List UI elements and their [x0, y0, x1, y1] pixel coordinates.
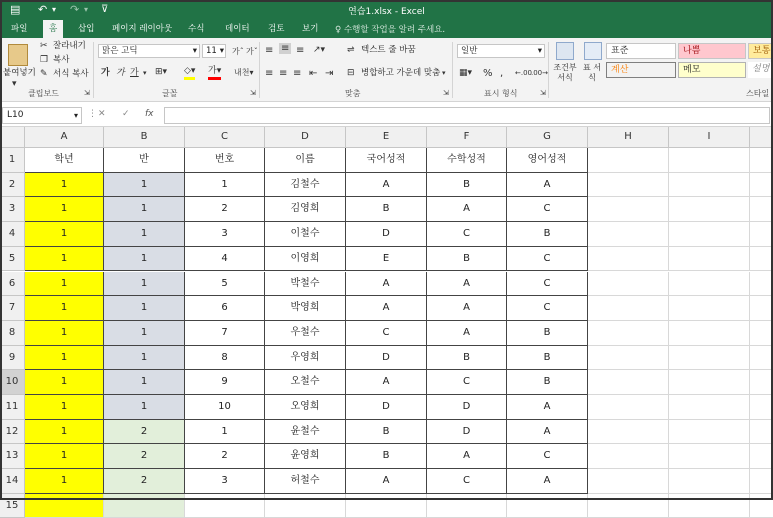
column-header-h[interactable]: H: [588, 127, 669, 148]
style-calculation[interactable]: 계산: [606, 62, 676, 78]
style-explanatory[interactable]: 설명: [748, 62, 773, 78]
data-cell[interactable]: A: [346, 469, 427, 494]
name-box-value: L10: [7, 110, 24, 120]
tab-home[interactable]: 홈: [43, 20, 63, 38]
data-cell[interactable]: 1: [104, 222, 185, 247]
data-cell[interactable]: A: [427, 296, 507, 321]
empty-cell[interactable]: [669, 494, 750, 518]
row-header-14[interactable]: 14: [0, 469, 25, 494]
data-cell[interactable]: C: [427, 469, 507, 494]
data-cell[interactable]: 1: [25, 346, 104, 371]
font-name-select[interactable]: [98, 44, 200, 58]
data-cell[interactable]: 10: [185, 395, 265, 420]
undo-dropdown-icon[interactable]: ▾: [52, 5, 57, 14]
number-launcher-icon[interactable]: ⇲: [540, 89, 546, 97]
data-cell[interactable]: 2: [104, 469, 185, 494]
font-launcher-icon[interactable]: ⇲: [250, 89, 256, 97]
data-cell[interactable]: 1: [104, 296, 185, 321]
paste-icon[interactable]: [8, 44, 28, 66]
empty-cell[interactable]: [669, 444, 750, 469]
data-cell[interactable]: 윤철수: [265, 420, 346, 445]
data-cell[interactable]: A: [346, 370, 427, 395]
accounting-format-icon[interactable]: ▦▾: [459, 68, 473, 78]
header-cell[interactable]: 국어성적: [346, 148, 427, 173]
row-header-8[interactable]: 8: [0, 321, 25, 346]
increase-indent-icon[interactable]: ⇥: [325, 68, 334, 79]
data-cell[interactable]: 1: [25, 420, 104, 445]
conditional-formatting-button[interactable]: 조건부 서식: [553, 63, 577, 82]
empty-cell[interactable]: [588, 197, 669, 222]
tab-view[interactable]: 보기: [302, 24, 319, 34]
format-as-table-button[interactable]: 표 서식: [583, 63, 601, 82]
data-cell[interactable]: C: [507, 296, 588, 321]
lightbulb-icon: ♀: [335, 25, 342, 35]
data-cell[interactable]: B: [346, 420, 427, 445]
row-header-5[interactable]: 5: [0, 247, 25, 272]
bold-icon[interactable]: 가: [101, 68, 110, 78]
data-cell[interactable]: 1: [104, 370, 185, 395]
data-cell[interactable]: 우철수: [265, 321, 346, 346]
format-painter-icon: ✎: [40, 69, 48, 79]
select-all-corner[interactable]: [0, 127, 25, 148]
row-header-15[interactable]: 15: [0, 494, 25, 518]
copy-icon: ❐: [40, 55, 49, 65]
data-cell[interactable]: B: [507, 346, 588, 371]
data-cell[interactable]: 1: [104, 173, 185, 198]
header-cell[interactable]: 수학성적: [427, 148, 507, 173]
empty-cell[interactable]: [669, 197, 750, 222]
empty-cell[interactable]: [750, 247, 773, 272]
font-size-select[interactable]: [202, 44, 226, 58]
phonetic-icon[interactable]: 내천▾: [234, 68, 254, 77]
row-header-1[interactable]: 1: [0, 148, 25, 173]
enter-icon[interactable]: ✓: [122, 109, 130, 119]
data-cell[interactable]: A: [427, 197, 507, 222]
data-cell[interactable]: D: [346, 222, 427, 247]
column-header-e[interactable]: E: [346, 127, 427, 148]
data-cell[interactable]: 1: [104, 197, 185, 222]
empty-cell[interactable]: [750, 395, 773, 420]
header-cell[interactable]: 학년: [25, 148, 104, 173]
increase-font-icon[interactable]: 가ˆ: [232, 47, 244, 56]
save-icon[interactable]: ▤: [10, 3, 21, 16]
data-cell[interactable]: B: [507, 222, 588, 247]
empty-cell[interactable]: [750, 469, 773, 494]
data-cell[interactable]: A: [346, 296, 427, 321]
empty-cell[interactable]: [588, 469, 669, 494]
empty-cell[interactable]: [265, 494, 346, 518]
copy-button[interactable]: 복사: [53, 55, 70, 65]
data-cell[interactable]: 2: [185, 197, 265, 222]
number-group-label: 표시 형식: [484, 89, 518, 98]
empty-cell[interactable]: [588, 148, 669, 173]
tell-me-text: 수행할 작업을 알려 주세요.: [343, 25, 446, 35]
data-cell[interactable]: 1: [25, 247, 104, 272]
row-header-9[interactable]: 9: [0, 346, 25, 371]
wrap-text-icon: ⇌: [347, 45, 355, 55]
border-icon[interactable]: ⊞▾: [155, 67, 168, 77]
data-cell[interactable]: 윤영희: [265, 444, 346, 469]
alignment-launcher-icon[interactable]: ⇲: [443, 89, 449, 97]
paste-dropdown-icon[interactable]: ▾: [12, 79, 17, 89]
row-header-7[interactable]: 7: [0, 296, 25, 321]
tab-review[interactable]: 검토: [268, 24, 285, 34]
data-cell[interactable]: 2: [185, 444, 265, 469]
data-cell[interactable]: 1: [104, 321, 185, 346]
data-cell[interactable]: A: [507, 173, 588, 198]
empty-cell[interactable]: [588, 247, 669, 272]
data-cell[interactable]: 6: [185, 296, 265, 321]
data-cell[interactable]: 5: [185, 272, 265, 297]
data-cell[interactable]: 오영희: [265, 395, 346, 420]
redo-icon[interactable]: ↷: [70, 3, 80, 16]
column-header-c[interactable]: C: [185, 127, 265, 148]
data-cell[interactable]: 3: [185, 469, 265, 494]
align-top-icon[interactable]: ≡: [265, 45, 274, 56]
cut-icon: ✂: [40, 41, 48, 51]
empty-cell[interactable]: [750, 321, 773, 346]
data-cell[interactable]: 1: [104, 346, 185, 371]
data-cell[interactable]: D: [346, 395, 427, 420]
header-cell[interactable]: 번호: [185, 148, 265, 173]
chevron-down-icon[interactable]: ▾: [442, 69, 446, 77]
data-cell[interactable]: B: [427, 173, 507, 198]
empty-cell[interactable]: [588, 370, 669, 395]
window-title: 연습1.xlsx - Excel: [348, 7, 425, 17]
decrease-font-icon[interactable]: 가ˇ: [246, 47, 258, 56]
clipboard-group-label: 클립보드: [28, 89, 59, 98]
data-cell[interactable]: A: [427, 444, 507, 469]
empty-cell[interactable]: [185, 494, 265, 518]
wrap-text-button[interactable]: 텍스트 줄 바꿈: [361, 45, 416, 55]
data-cell[interactable]: 김영희: [265, 197, 346, 222]
divider: [548, 42, 549, 98]
chevron-down-icon: ▾: [192, 46, 197, 56]
styles-group-label: 스타일: [746, 89, 770, 98]
more-icon: ⋮: [88, 109, 97, 119]
data-cell[interactable]: 1: [104, 247, 185, 272]
formula-bar: [0, 103, 773, 127]
empty-cell[interactable]: [669, 420, 750, 445]
empty-cell[interactable]: [669, 222, 750, 247]
redo-dropdown-icon[interactable]: ▾: [84, 5, 89, 14]
data-cell[interactable]: 2: [104, 444, 185, 469]
name-box[interactable]: [2, 107, 82, 124]
merge-center-icon: ⊟: [347, 68, 355, 78]
data-cell[interactable]: D: [427, 420, 507, 445]
number-format-value: 일반: [461, 46, 478, 56]
format-painter-button[interactable]: 서식 복사: [53, 69, 89, 79]
data-cell[interactable]: A: [507, 395, 588, 420]
style-note[interactable]: 메모: [678, 62, 746, 78]
increase-decimal-icon[interactable]: ←.00: [515, 69, 532, 77]
row-header-13[interactable]: 13: [0, 444, 25, 469]
empty-cell[interactable]: [588, 222, 669, 247]
empty-cell[interactable]: [750, 444, 773, 469]
row-header-12[interactable]: 12: [0, 420, 25, 445]
font-color-icon[interactable]: 가▾: [208, 66, 221, 80]
formula-input[interactable]: [164, 107, 770, 124]
row-header-2[interactable]: 2: [0, 173, 25, 198]
empty-cell[interactable]: [588, 272, 669, 297]
font-name-value: 맑은 고딕: [102, 46, 138, 56]
paste-button[interactable]: 붙여넣기: [3, 68, 36, 78]
data-cell[interactable]: C: [346, 321, 427, 346]
data-cell[interactable]: 7: [185, 321, 265, 346]
empty-cell[interactable]: [588, 444, 669, 469]
row-header-11[interactable]: 11: [0, 395, 25, 420]
data-cell[interactable]: 1: [25, 444, 104, 469]
data-cell[interactable]: B: [427, 346, 507, 371]
empty-cell[interactable]: [588, 173, 669, 198]
align-bottom-icon[interactable]: ≡: [296, 45, 305, 56]
divider: [259, 42, 260, 98]
empty-cell[interactable]: [750, 346, 773, 371]
empty-cell[interactable]: [750, 420, 773, 445]
empty-cell[interactable]: [669, 321, 750, 346]
column-header-next[interactable]: [750, 127, 773, 148]
row-header-3[interactable]: 3: [0, 197, 25, 222]
header-cell[interactable]: 영어성적: [507, 148, 588, 173]
undo-icon[interactable]: ↶: [38, 3, 48, 16]
fill-color-icon[interactable]: ◇▾: [184, 66, 195, 80]
comma-style-icon[interactable]: ,: [500, 68, 504, 79]
data-cell[interactable]: B: [346, 444, 427, 469]
chevron-down-icon: ▾: [219, 46, 224, 56]
row-header-4[interactable]: 4: [0, 222, 25, 247]
column-header-f[interactable]: F: [427, 127, 507, 148]
empty-cell[interactable]: [588, 420, 669, 445]
decrease-indent-icon[interactable]: ⇤: [309, 68, 318, 79]
orientation-icon[interactable]: ↗▾: [313, 45, 326, 55]
empty-cell[interactable]: [588, 346, 669, 371]
data-cell[interactable]: 1: [185, 173, 265, 198]
tab-page-layout[interactable]: 페이지 레이아웃: [112, 24, 173, 34]
style-neutral[interactable]: 보통: [748, 43, 773, 59]
empty-cell[interactable]: [750, 272, 773, 297]
empty-cell[interactable]: [588, 395, 669, 420]
data-cell[interactable]: 2: [104, 420, 185, 445]
insert-function-icon[interactable]: fx: [145, 109, 154, 119]
data-cell[interactable]: 9: [185, 370, 265, 395]
row-header-6[interactable]: 6: [0, 272, 25, 297]
number-format-select[interactable]: [457, 44, 545, 58]
data-cell[interactable]: 오철수: [265, 370, 346, 395]
empty-cell[interactable]: [104, 494, 185, 518]
chevron-down-icon: ▾: [73, 111, 78, 120]
title-bar: [0, 0, 773, 20]
empty-cell[interactable]: [588, 494, 669, 518]
data-cell[interactable]: 1: [25, 222, 104, 247]
data-cell[interactable]: 1: [104, 272, 185, 297]
column-header-d[interactable]: D: [265, 127, 346, 148]
data-cell[interactable]: C: [507, 444, 588, 469]
data-cell[interactable]: A: [427, 321, 507, 346]
underline-icon[interactable]: 가: [130, 68, 139, 78]
empty-cell[interactable]: [669, 395, 750, 420]
conditional-formatting-icon[interactable]: [556, 42, 574, 60]
empty-cell[interactable]: [669, 296, 750, 321]
data-cell[interactable]: 1: [25, 469, 104, 494]
data-cell[interactable]: 1: [25, 395, 104, 420]
empty-cell[interactable]: [25, 494, 104, 518]
tab-data[interactable]: 데이터: [225, 24, 250, 34]
tell-me-box[interactable]: [335, 23, 445, 35]
merge-center-button[interactable]: 병합하고 가운데 맞춤: [361, 68, 441, 78]
data-cell[interactable]: D: [346, 346, 427, 371]
data-cell[interactable]: A: [346, 272, 427, 297]
decrease-decimal-icon[interactable]: .00→: [531, 69, 548, 77]
tab-insert[interactable]: 삽입: [78, 24, 95, 34]
font-group-label: 글꼴: [162, 89, 178, 98]
data-cell[interactable]: C: [427, 370, 507, 395]
empty-cell[interactable]: [750, 173, 773, 198]
data-cell[interactable]: E: [346, 247, 427, 272]
data-cell[interactable]: 3: [185, 222, 265, 247]
chevron-down-icon[interactable]: ▾: [143, 69, 147, 77]
align-center-icon[interactable]: ≡: [279, 68, 288, 79]
column-header-i[interactable]: I: [669, 127, 750, 148]
empty-cell[interactable]: [427, 494, 507, 518]
empty-cell[interactable]: [750, 494, 773, 518]
divider: [93, 42, 94, 98]
row-header-10[interactable]: 10: [0, 370, 25, 395]
column-header-a[interactable]: A: [25, 127, 104, 148]
empty-cell[interactable]: [669, 173, 750, 198]
data-cell[interactable]: 박철수: [265, 272, 346, 297]
italic-icon[interactable]: 가: [116, 68, 125, 78]
column-header-b[interactable]: B: [104, 127, 185, 148]
data-cell[interactable]: B: [346, 197, 427, 222]
data-cell[interactable]: 허철수: [265, 469, 346, 494]
data-cell[interactable]: 1: [25, 321, 104, 346]
data-cell[interactable]: A: [507, 420, 588, 445]
data-cell[interactable]: 이영희: [265, 247, 346, 272]
data-cell[interactable]: A: [346, 173, 427, 198]
data-cell[interactable]: 4: [185, 247, 265, 272]
data-cell[interactable]: 1: [25, 173, 104, 198]
align-middle-icon[interactable]: ≡: [281, 43, 290, 54]
tab-formulas[interactable]: 수식: [188, 24, 205, 34]
data-cell[interactable]: 8: [185, 346, 265, 371]
empty-cell[interactable]: [588, 321, 669, 346]
font-size-value: 11: [206, 46, 217, 56]
empty-cell[interactable]: [750, 222, 773, 247]
data-cell[interactable]: C: [507, 272, 588, 297]
ribbon: [0, 38, 773, 102]
ribbon-tabs: [0, 20, 773, 38]
data-cell[interactable]: B: [507, 321, 588, 346]
align-right-icon[interactable]: ≡: [293, 68, 302, 79]
empty-cell[interactable]: [507, 494, 588, 518]
empty-cell[interactable]: [669, 469, 750, 494]
clipboard-launcher-icon[interactable]: ⇲: [84, 89, 90, 97]
style-normal[interactable]: 표준: [606, 43, 676, 59]
data-cell[interactable]: C: [427, 222, 507, 247]
data-cell[interactable]: 박영희: [265, 296, 346, 321]
percent-icon[interactable]: %: [483, 68, 493, 79]
data-cell[interactable]: A: [507, 469, 588, 494]
alignment-group-label: 맞춤: [345, 89, 361, 98]
data-cell[interactable]: 1: [25, 296, 104, 321]
data-cell[interactable]: 우영희: [265, 346, 346, 371]
header-cell[interactable]: 이름: [265, 148, 346, 173]
customize-toolbar-icon[interactable]: ⊽: [101, 4, 109, 15]
empty-cell[interactable]: [669, 247, 750, 272]
empty-cell[interactable]: [750, 148, 773, 173]
empty-cell[interactable]: [669, 148, 750, 173]
data-cell[interactable]: B: [507, 370, 588, 395]
data-cell[interactable]: B: [427, 247, 507, 272]
empty-cell[interactable]: [669, 272, 750, 297]
chevron-down-icon: ▾: [537, 46, 542, 56]
data-cell[interactable]: 1: [104, 395, 185, 420]
data-cell[interactable]: 1: [185, 420, 265, 445]
header-cell[interactable]: 반: [104, 148, 185, 173]
empty-cell[interactable]: [750, 197, 773, 222]
data-cell[interactable]: 김철수: [265, 173, 346, 198]
data-cell[interactable]: C: [507, 197, 588, 222]
empty-cell[interactable]: [588, 296, 669, 321]
divider: [452, 42, 453, 98]
empty-cell[interactable]: [750, 370, 773, 395]
empty-cell[interactable]: [346, 494, 427, 518]
data-cell[interactable]: 이철수: [265, 222, 346, 247]
empty-cell[interactable]: [669, 346, 750, 371]
data-cell[interactable]: 1: [25, 272, 104, 297]
tab-file[interactable]: 파일: [11, 24, 28, 34]
empty-cell[interactable]: [750, 296, 773, 321]
cut-button[interactable]: 잘라내기: [53, 41, 86, 51]
align-left-icon[interactable]: ≡: [265, 68, 274, 79]
style-bad[interactable]: 나쁨: [678, 43, 746, 59]
data-cell[interactable]: A: [427, 272, 507, 297]
data-cell[interactable]: 1: [25, 197, 104, 222]
empty-cell[interactable]: [669, 370, 750, 395]
column-header-g[interactable]: G: [507, 127, 588, 148]
data-cell[interactable]: 1: [25, 370, 104, 395]
data-cell[interactable]: C: [507, 247, 588, 272]
format-as-table-icon[interactable]: [584, 42, 602, 60]
cancel-icon[interactable]: ✕: [98, 109, 106, 119]
data-cell[interactable]: D: [427, 395, 507, 420]
